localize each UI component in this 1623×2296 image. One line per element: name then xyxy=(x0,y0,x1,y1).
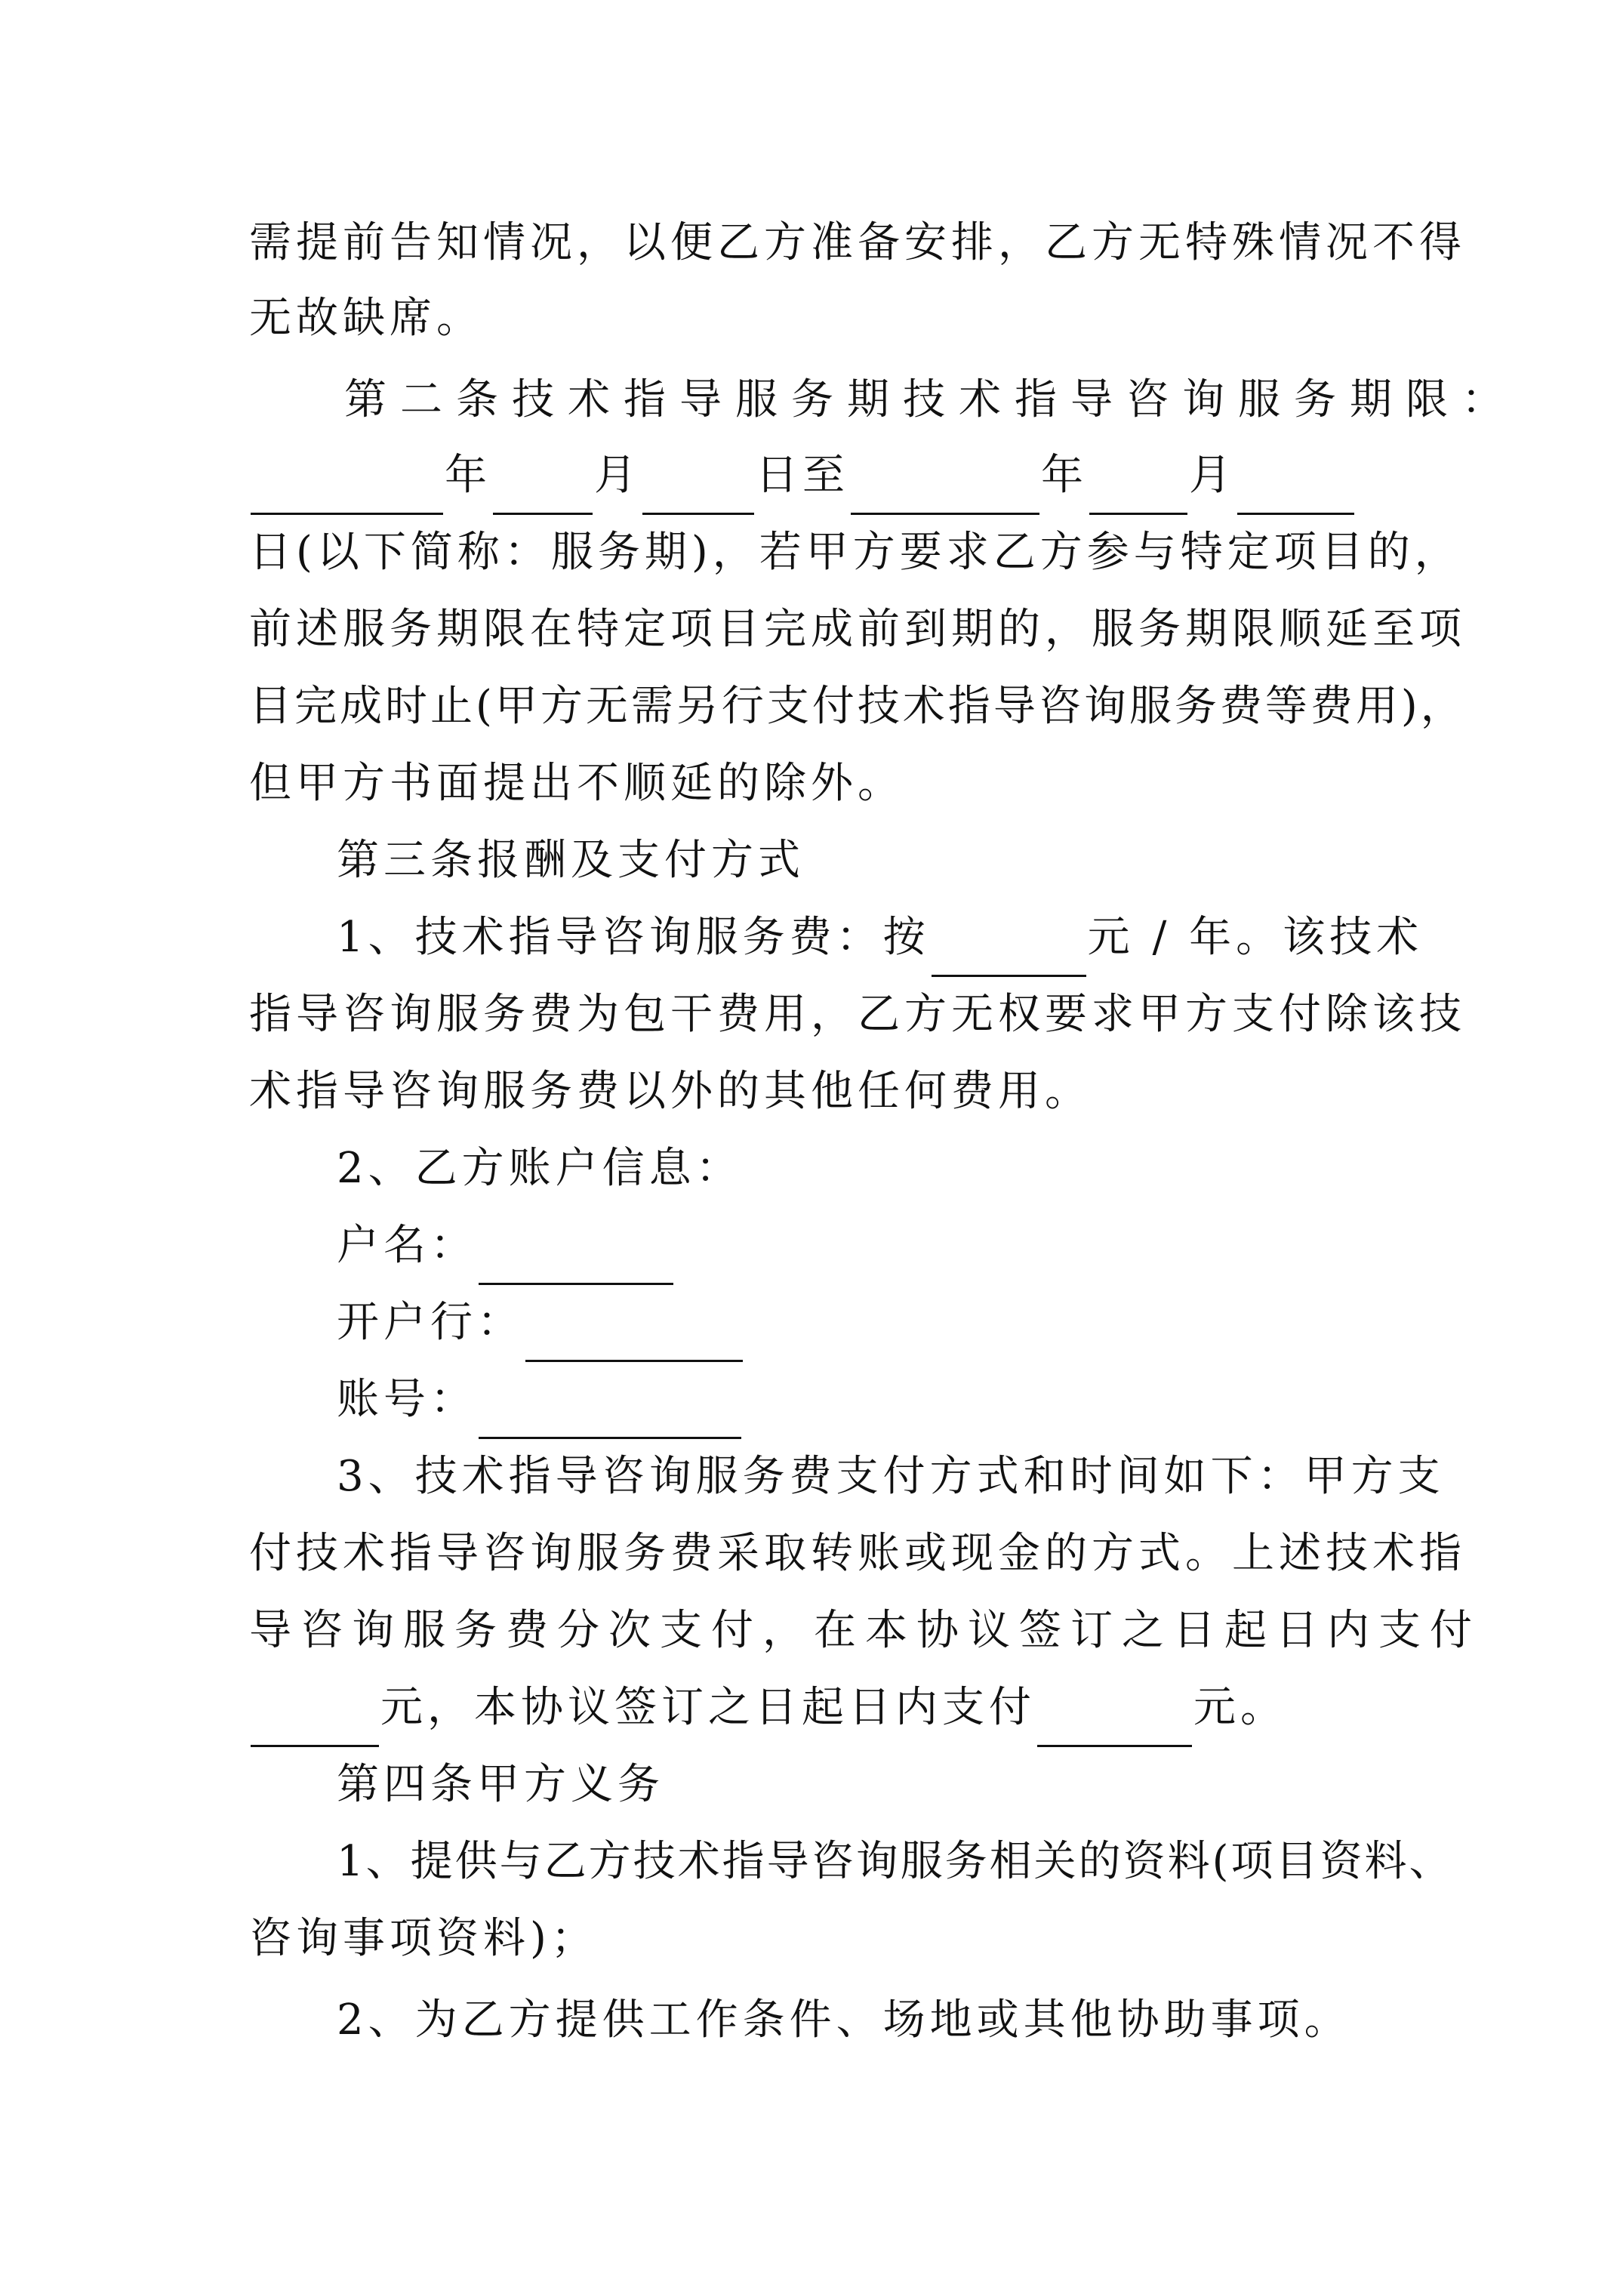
text-run: 年 xyxy=(1041,451,1088,500)
paragraph-line xyxy=(249,1515,1466,1593)
text-run: 导咨询服务费分次支付，在本协议签订之日起日内支付 xyxy=(249,1606,1481,1655)
account-name-line xyxy=(337,1207,1537,1285)
bank-line xyxy=(337,1284,1537,1362)
paragraph-line xyxy=(249,590,1466,669)
text-run: 元。 xyxy=(1193,1683,1287,1732)
fill-in-blank xyxy=(1089,466,1187,515)
text-run: 指导咨询服务费为包干费用，乙方无权要求甲方支付除该技 xyxy=(249,990,1466,1039)
text-run: 无故缺席。 xyxy=(249,294,483,343)
text-run: 月 xyxy=(1189,451,1236,500)
text-run: 户名： xyxy=(337,1221,477,1270)
fill-in-blank xyxy=(642,466,754,515)
paragraph-line xyxy=(337,1823,1537,1901)
paragraph-line xyxy=(249,744,1449,823)
fill-in-blank xyxy=(1237,466,1354,515)
paragraph-line xyxy=(249,204,1466,282)
paragraph-line xyxy=(337,1981,1537,2060)
text-run: 开户行： xyxy=(337,1298,524,1347)
text-run: 前述服务期限在特定项目完成前到期的，服务期限顺延至项 xyxy=(249,605,1466,654)
text-run: 账号： xyxy=(337,1375,477,1424)
date-range-line xyxy=(249,436,1449,515)
fill-in-blank xyxy=(1037,1698,1192,1747)
fill-in-blank xyxy=(851,466,1039,515)
fill-in-blank xyxy=(932,928,1086,977)
paragraph-line xyxy=(249,667,1466,746)
fill-in-blank xyxy=(251,1698,379,1747)
fill-in-blank xyxy=(493,466,593,515)
text-run: 需提前告知情况，以便乙方准备安排，乙方无特殊情况不得 xyxy=(249,218,1466,267)
text-run: 第三条报酬及支付方式 xyxy=(337,836,805,885)
text-run: 术指导咨询服务费以外的其他任何费用。 xyxy=(249,1067,1092,1116)
paragraph-line xyxy=(249,279,1449,358)
paragraph-line xyxy=(249,1900,1449,1978)
text-run: 元，本协议签订之日起日内支付 xyxy=(380,1683,1036,1732)
text-run: 第四条甲方义务 xyxy=(337,1760,664,1809)
account-number-line xyxy=(337,1361,1537,1439)
article-4-heading xyxy=(337,1746,1537,1824)
text-run: 第二条技术指导服务期技术指导咨询服务期限： xyxy=(344,375,1517,424)
text-run: 2、乙方账户信息： xyxy=(337,1144,743,1193)
paragraph-line xyxy=(249,975,1466,1054)
text-run: 目完成时止(甲方无需另行支付技术指导咨询服务费等费用)， xyxy=(249,682,1466,731)
text-run: 1、提供与乙方技术指导咨询服务相关的资料(项目资料、 xyxy=(337,1837,1454,1886)
text-run: 2、为乙方提供工作条件、场地或其他协助事项。 xyxy=(337,1996,1351,2045)
text-run: 付技术指导咨询服务费采取转账或现金的方式。上述技术指 xyxy=(249,1529,1466,1578)
text-run: 月 xyxy=(594,451,641,500)
article-2-heading xyxy=(344,361,1544,439)
paragraph-line xyxy=(249,1052,1449,1131)
text-run: 日至 xyxy=(756,451,849,500)
text-run: 元 / 年。该技术 xyxy=(1087,913,1424,962)
text-run: 年 xyxy=(445,451,491,500)
fill-in-blank xyxy=(479,1390,741,1439)
text-run: 咨询事项资料)； xyxy=(249,1914,598,1963)
text-run: 但甲方书面提出不顺延的除外。 xyxy=(249,759,904,808)
account-info-heading xyxy=(337,1130,1537,1208)
fill-in-blank xyxy=(525,1313,743,1362)
paragraph-line xyxy=(249,1592,1481,1670)
article-3-heading xyxy=(337,821,1537,900)
text-run: 日(以下简称：服务期)，若甲方要求乙方参与特定项目的， xyxy=(249,528,1461,577)
fill-in-blank xyxy=(479,1236,673,1285)
paragraph-line xyxy=(249,513,1461,592)
fee-line xyxy=(337,898,1537,977)
text-run: 3、技术指导咨询服务费支付方式和时间如下：甲方支 xyxy=(337,1452,1445,1501)
paragraph-line xyxy=(337,1438,1537,1516)
fill-in-blank xyxy=(251,466,443,515)
installment-line xyxy=(249,1669,1449,1747)
text-run: 1、技术指导咨询服务费：按 xyxy=(337,913,930,962)
